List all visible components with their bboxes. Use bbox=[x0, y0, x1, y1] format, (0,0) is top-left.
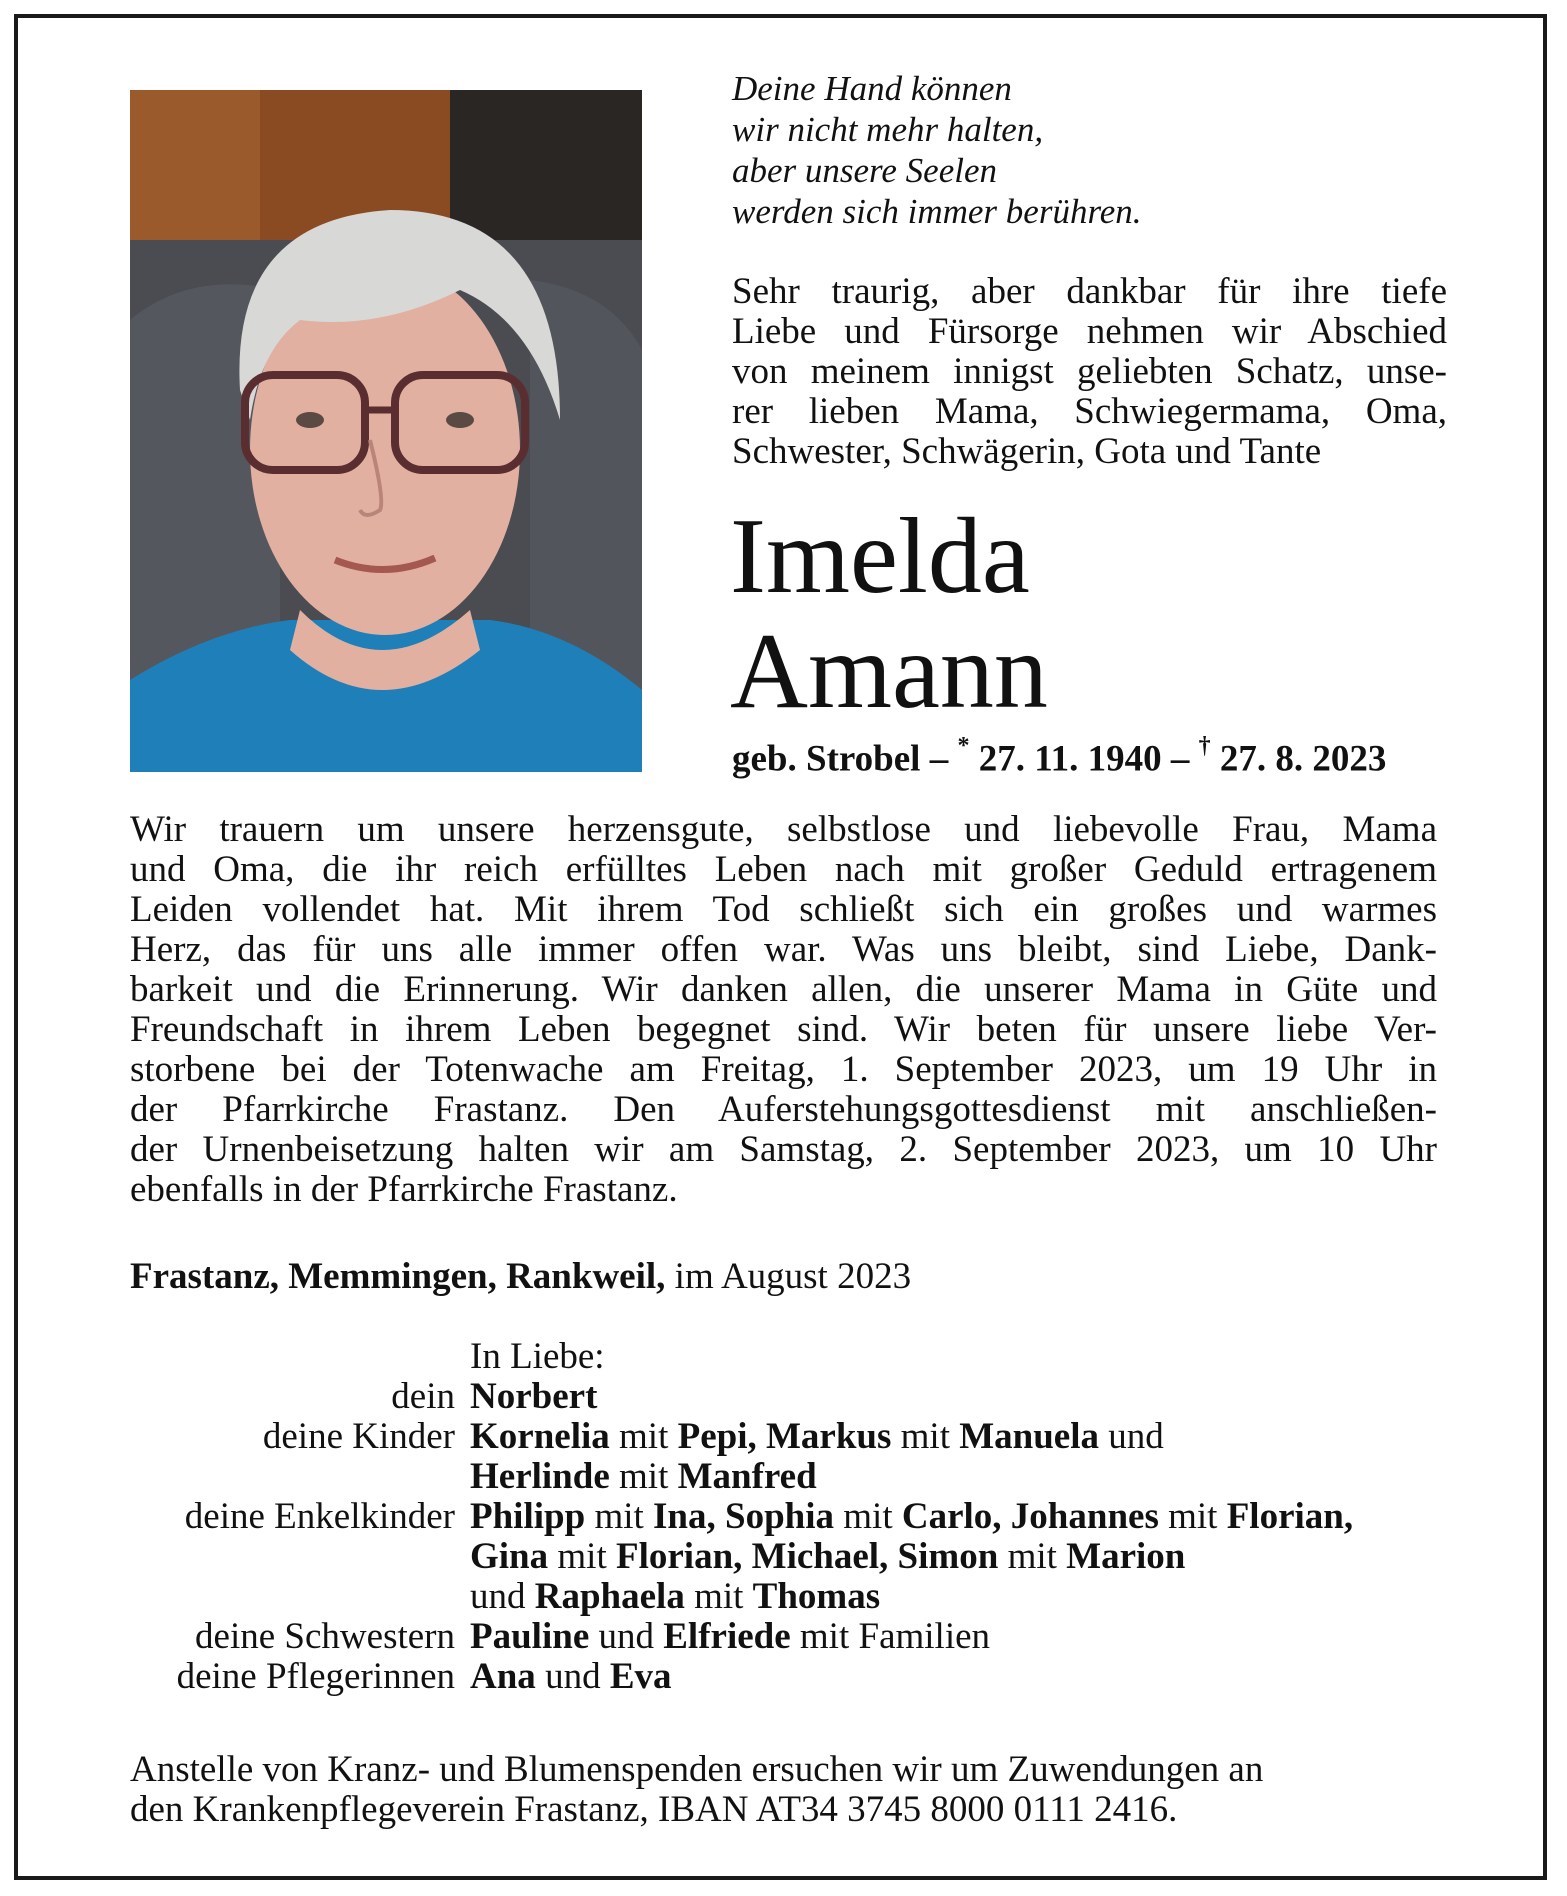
mourner-name: Florian, bbox=[1226, 1496, 1354, 1537]
mourner-names bbox=[470, 1577, 880, 1617]
death-symbol: † bbox=[1198, 733, 1211, 759]
mourner-names bbox=[470, 1497, 1353, 1537]
mourner-connector: mit bbox=[609, 1416, 678, 1457]
mourner-name: Gina bbox=[470, 1536, 549, 1577]
portrait-illustration bbox=[130, 90, 642, 772]
mourner-connector: mit bbox=[834, 1496, 902, 1537]
mourner-label: deine Schwestern bbox=[195, 1616, 455, 1657]
mourner-label bbox=[130, 1457, 470, 1497]
poem-line: Deine Hand können bbox=[732, 69, 1012, 108]
footer-line: den Krankenpflegeverein Frastanz, IBAN AT34 3745 8000 0111 2416. bbox=[130, 1789, 1178, 1830]
mourner-names bbox=[470, 1657, 672, 1697]
mourner-connector: mit bbox=[548, 1536, 616, 1577]
mourner-name: Ana bbox=[470, 1656, 536, 1697]
mourner-names bbox=[470, 1457, 817, 1497]
mourner-connector: mit bbox=[684, 1576, 753, 1617]
portrait-photo bbox=[130, 90, 642, 772]
mourner-connector: und bbox=[470, 1576, 535, 1617]
body-line: der Pfarrkirche Frastanz. Den Auferstehungsgottesdienst mit anschließen- bbox=[130, 1089, 1437, 1130]
poem-line: aber unsere Seelen bbox=[732, 151, 997, 190]
mourner-names bbox=[470, 1377, 597, 1417]
mourner-label: deine Pflegerinnen bbox=[176, 1656, 455, 1697]
deceased-last-name: Amann bbox=[730, 612, 1048, 731]
body-line: storbene bei der Totenwache am Freitag, 1. September 2023, um 19 Uhr in bbox=[130, 1049, 1437, 1090]
mourner-label: deine Enkelkinder bbox=[184, 1496, 455, 1537]
body-line: und Oma, die ihr reich erfülltes Leben nach mit großer Geduld ertragenem bbox=[130, 849, 1437, 890]
intro-line: Liebe und Fürsorge nehmen wir Abschied bbox=[732, 311, 1447, 352]
place-date-line bbox=[130, 1255, 911, 1298]
mourner-name: Pepi, Markus bbox=[677, 1416, 892, 1457]
birth-date: 27. 11. 1940 bbox=[969, 738, 1162, 780]
poem bbox=[732, 68, 1142, 232]
mourner-label bbox=[130, 1537, 470, 1577]
mourner-name: Manuela bbox=[959, 1416, 1100, 1457]
mourner-connector: mit bbox=[998, 1536, 1067, 1577]
mourner-name: Marion bbox=[1066, 1536, 1186, 1577]
mourner-row bbox=[130, 1377, 1353, 1417]
mourner-connector: mit bbox=[1158, 1496, 1227, 1537]
mourner-label bbox=[130, 1337, 470, 1377]
mourner-row bbox=[130, 1417, 1353, 1457]
deceased-first-name: Imelda bbox=[730, 497, 1030, 616]
mourner-connector: und bbox=[1099, 1416, 1164, 1457]
birth-symbol: * bbox=[957, 733, 970, 759]
mourner-connector: und bbox=[535, 1656, 610, 1697]
life-dates bbox=[732, 733, 1387, 780]
body-line: ebenfalls in der Pfarrkirche Frastanz. bbox=[130, 1169, 678, 1210]
mourner-name: Norbert bbox=[470, 1376, 598, 1417]
mourner-name: Manfred bbox=[677, 1456, 817, 1497]
mourner-name: Kornelia bbox=[470, 1416, 610, 1457]
footer-line: Anstelle von Kranz- und Blumenspenden ersuchen wir um Zuwendungen an bbox=[130, 1749, 1264, 1790]
mourner-name: Herlinde bbox=[470, 1456, 610, 1497]
mourner-connector: mit bbox=[609, 1456, 678, 1497]
mourner-name: Florian, Michael, Simon bbox=[615, 1536, 999, 1577]
mourner-names bbox=[470, 1417, 1164, 1457]
place-names: Frastanz, Memmingen, Rankweil, bbox=[130, 1256, 666, 1297]
body-line: der Urnenbeisetzung halten wir am Samstag, 2. September 2023, um 10 Uhr bbox=[130, 1129, 1437, 1170]
mourner-names bbox=[470, 1537, 1185, 1577]
mourner-row bbox=[130, 1577, 1353, 1617]
mourner-row bbox=[130, 1657, 1353, 1697]
poem-line: wir nicht mehr halten, bbox=[732, 110, 1044, 149]
month-date: im August 2023 bbox=[665, 1256, 912, 1297]
mourner-name: Eva bbox=[609, 1656, 672, 1697]
donation-note bbox=[130, 1750, 1437, 1830]
body-line: Leiden vollendet hat. Mit ihrem Tod schließt sich ein großes und warmes bbox=[130, 889, 1437, 930]
mourner-connector: mit Familien bbox=[790, 1616, 991, 1657]
mourner-row bbox=[130, 1457, 1353, 1497]
body-line: Freundschaft in ihrem Leben begegnet sind. Wir beten für unsere liebe Ver- bbox=[130, 1009, 1437, 1050]
mourner-connector: mit bbox=[585, 1496, 654, 1537]
mourner-label: dein bbox=[391, 1376, 455, 1417]
mourner-label: deine Kinder bbox=[262, 1416, 455, 1457]
mourner-name: Pauline bbox=[470, 1616, 590, 1657]
mourner-name: Philipp bbox=[470, 1496, 586, 1537]
intro-line: Sehr traurig, aber dankbar für ihre tiefe bbox=[732, 271, 1447, 312]
intro-line: von meinem innigst geliebten Schatz, unse- bbox=[732, 351, 1447, 392]
mourner-connector: und bbox=[589, 1616, 664, 1657]
mourner-row bbox=[130, 1497, 1353, 1537]
mourners-list bbox=[130, 1337, 1353, 1697]
dash: – bbox=[1161, 738, 1199, 780]
intro-paragraph bbox=[732, 272, 1447, 472]
death-date: 27. 8. 2023 bbox=[1210, 738, 1387, 780]
body-line: Herz, das für uns alle immer offen war. Was uns bleibt, sind Liebe, Dank- bbox=[130, 929, 1437, 970]
intro-line: rer lieben Mama, Schwiegermama, Oma, bbox=[732, 391, 1447, 432]
mourner-name: Thomas bbox=[752, 1576, 881, 1617]
body-line: barkeit und die Erinnerung. Wir danken allen, die unserer Mama in Güte und bbox=[130, 969, 1437, 1010]
dash: – bbox=[920, 738, 958, 780]
mourner-connector: mit bbox=[891, 1416, 960, 1457]
body-line: Wir trauern um unsere herzensgute, selbstlose und liebevolle Frau, Mama bbox=[130, 809, 1437, 850]
mourner-row bbox=[130, 1537, 1353, 1577]
mourner-name: Elfriede bbox=[663, 1616, 791, 1657]
mourner-names bbox=[470, 1617, 990, 1657]
mourner-name: Raphaela bbox=[534, 1576, 685, 1617]
obituary-text bbox=[130, 810, 1437, 1210]
mourners-intro-row bbox=[130, 1337, 1353, 1377]
mourner-name: Carlo, Johannes bbox=[901, 1496, 1159, 1537]
poem-line: werden sich immer berühren. bbox=[732, 192, 1142, 231]
mourner-name: Ina, Sophia bbox=[653, 1496, 835, 1537]
birth-name: geb. Strobel bbox=[732, 738, 921, 780]
mourner-row bbox=[130, 1617, 1353, 1657]
mourners-intro: In Liebe: bbox=[470, 1336, 605, 1377]
intro-line: Schwester, Schwägerin, Gota und Tante bbox=[732, 431, 1322, 472]
mourner-label bbox=[130, 1577, 470, 1617]
